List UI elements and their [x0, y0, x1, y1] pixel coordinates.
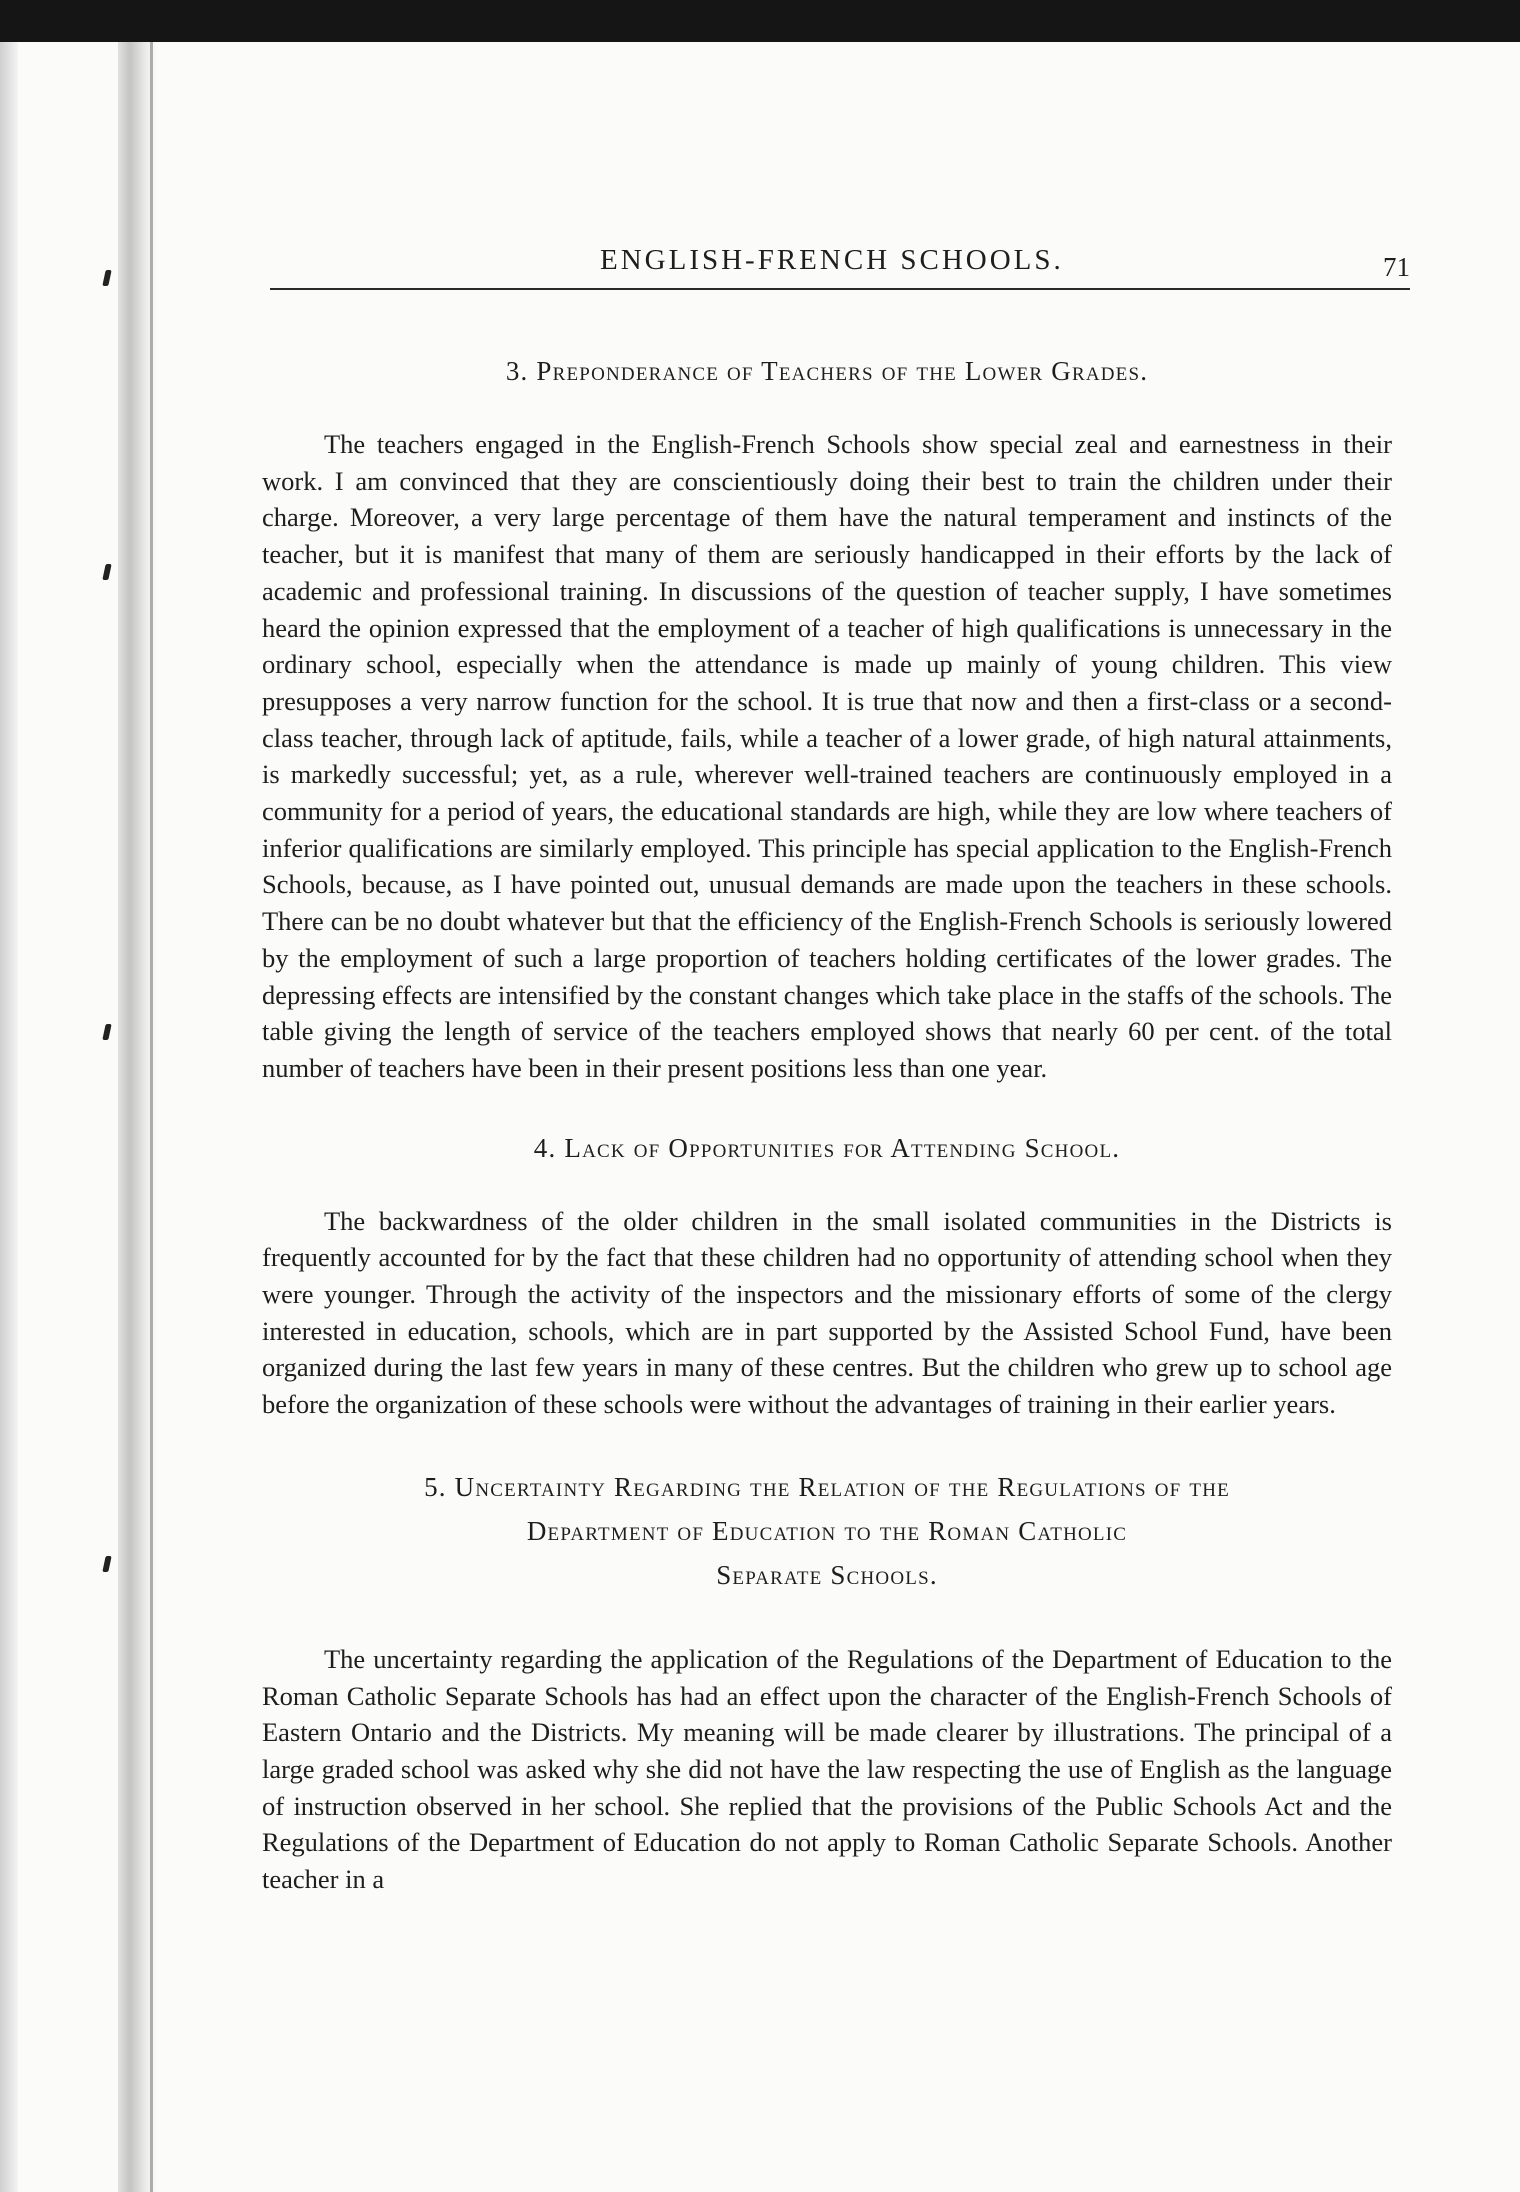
document-page: [0, 42, 1520, 2192]
header-rule: [270, 288, 1410, 290]
running-head: ENGLISH-FRENCH SCHOOLS.: [600, 244, 1064, 276]
section-4-heading: 4. Lack of Opportunities for Attending School.: [533, 1132, 1121, 1163]
section-3-paragraph: The teachers engaged in the English-French Schools show special zeal and earnestness in their work. I am convinced that they are conscientiously doing their best to train the children under their charge. Moreover, a very large percentage of them have the natural temperament and instincts of the teacher, but it is manifest that many of them are seriously handicapped in their efforts by the lack of academic and professional training. In discussions of the question of teacher supply, I have sometimes heard the opinion expressed that the employment of a teacher of high qualifications is unnecessary in the ordinary school, especially when the attendance is made up mainly of young children. This view presupposes a very narrow function for the school. It is true that now and then a first-class or a second-class teacher, through lack of aptitude, fails, while a teacher of a lower grade, of high natural attainments, is markedly successful; yet, as a rule, wherever well-trained teachers are continuously employed in a community for a period of years, the educational standards are high, while they are low where teachers of inferior qualifications are similarly employed. This principle has special application to the English-French Schools, because, as I have pointed out, unusual demands are made upon the teachers in these schools. There can be no doubt whatever but that the efficiency of the English-French Schools is seriously lowered by the employment of such a large proportion of teachers holding certificates of the lower grades. The depressing effects are intensified by the constant changes which take place in the staffs of the schools. The table giving the length of service of the teachers employed shows that nearly 60 per cent. of the total number of teachers have been in their present positions less than one year.: [262, 429, 1392, 1083]
margin-mark: [102, 270, 111, 286]
section-5-paragraph: The uncertainty regarding the application of the Regulations of the Department of Education to the Roman Catholic Separate Schools has had an effect upon the character of the English-French Schools of Eastern Ontario and the Districts. My meaning will be made clearer by illustrations. The principal of a large graded school was asked why she did not have the law respecting the use of English as the language of instruction observed in her school. She replied that the provisions of the Public Schools Act and the Regulations of the Department of Education do not apply to Roman Catholic Separate Schools. Another teacher in a: [262, 1643, 1392, 1895]
margin-mark: [102, 564, 111, 580]
page-header: [270, 206, 1410, 286]
binding-gutter-line: [150, 42, 153, 2192]
section-5-heading-line: 5. Uncertainty Regarding the Relation of the Regulations of the: [424, 1471, 1230, 1502]
section-5-heading: [262, 1465, 1392, 1597]
section-4-paragraph: The backwardness of the older children in the small isolated communities in the Districts is frequently accounted for by the fact that these children had no opportunity of attending school when they were younger. Through the activity of the inspectors and the missionary efforts of some of the clergy interested in education, schools, which are in part supported by the Assisted School Fund, have been organized during the last few years in many of these centres. But the children who grew up to school age before the organization of these schools were without the advantages of training in their earlier years.: [262, 1205, 1392, 1420]
section-3-heading: 3. Preponderance of Teachers of the Lower Grades.: [505, 356, 1149, 386]
section-5-heading-line: Department of Education to the Roman Catholic: [526, 1515, 1128, 1546]
margin-mark: [102, 1024, 111, 1040]
section-5-heading-line: Separate Schools.: [716, 1559, 938, 1590]
margin-mark: [102, 1556, 111, 1572]
page-edge: [0, 42, 18, 2192]
page-number: 71: [1383, 252, 1410, 282]
page-body: [262, 352, 1392, 1898]
